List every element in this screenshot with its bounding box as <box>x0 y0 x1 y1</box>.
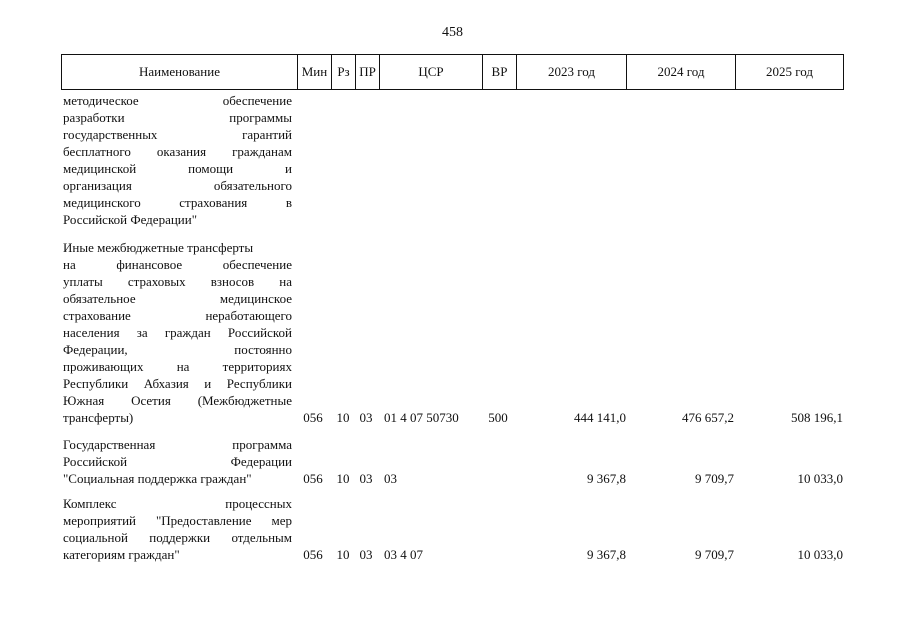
cell-2024: 9 709,7 <box>695 547 734 562</box>
cell-min: 056 <box>303 410 323 425</box>
name-line: Российской Федерации <box>63 454 292 469</box>
cell-2024: 9 709,7 <box>695 471 734 486</box>
cell-pr: 03 <box>359 547 373 562</box>
name-line: страхование неработающего <box>63 308 292 323</box>
cell-2025: 10 033,0 <box>797 547 843 562</box>
name-line: Южная Осетия (Межбюджетные <box>63 393 292 408</box>
name-line: социальной поддержки отдельным <box>63 530 292 545</box>
name-line: медицинского страхования в <box>63 195 292 210</box>
cell-2024: 476 657,2 <box>682 410 734 425</box>
name-line: Государственная программа <box>63 437 292 452</box>
header-2023: 2023 год <box>517 55 627 89</box>
cell-csr: 01 4 07 50730 <box>384 410 459 425</box>
header-rz: Рз <box>332 55 356 89</box>
name-line: проживающих на территориях <box>63 359 292 374</box>
header-name: Наименование <box>62 55 298 89</box>
name-line: медицинской помощи и <box>63 161 292 176</box>
name-line: "Социальная поддержка граждан" <box>63 471 252 486</box>
row-name <box>63 92 292 228</box>
name-line: государственных гарантий <box>63 127 292 142</box>
row-name <box>63 239 292 426</box>
name-line: Комплекс процессных <box>63 496 292 511</box>
header-pr: ПР <box>356 55 380 89</box>
header-2025: 2025 год <box>766 64 813 79</box>
cell-pr: 03 <box>359 471 373 486</box>
cell-2023: 444 141,0 <box>574 410 626 425</box>
name-line: Иные межбюджетные трансферты <box>63 240 254 255</box>
name-line: категориям граждан" <box>63 547 180 562</box>
name-line: мероприятий "Предоставление мер <box>63 513 292 528</box>
name-line: организация обязательного <box>63 178 292 193</box>
name-line: Республики Абхазия и Республики <box>63 376 292 391</box>
name-line: Российской Федерации" <box>63 212 198 227</box>
page-number: 458 <box>442 25 463 40</box>
name-line: уплаты страховых взносов на <box>63 274 292 289</box>
row-name <box>63 495 292 563</box>
cell-pr: 03 <box>359 410 373 425</box>
cell-2023: 9 367,8 <box>587 471 626 486</box>
name-line: бесплатного оказания гражданам <box>63 144 292 159</box>
name-line: населения за граждан Российской <box>63 325 292 340</box>
cell-csr: 03 4 07 <box>384 547 423 562</box>
cell-csr: 03 <box>384 471 397 486</box>
name-line: Федерации, постоянно <box>63 342 292 357</box>
header-2024: 2024 год <box>627 55 736 89</box>
name-line: обязательное медицинское <box>63 291 292 306</box>
name-line: методическое обеспечение <box>63 93 292 108</box>
cell-vr: 500 <box>488 410 508 425</box>
cell-rz: 10 <box>336 471 350 486</box>
cell-2025: 10 033,0 <box>797 471 843 486</box>
name-line: на финансовое обеспечение <box>63 257 292 272</box>
name-line: трансферты) <box>63 410 134 425</box>
header-csr: ЦСР <box>380 55 483 89</box>
cell-2025: 508 196,1 <box>791 410 843 425</box>
cell-min: 056 <box>303 471 323 486</box>
header-min: Мин <box>298 55 332 89</box>
cell-min: 056 <box>303 547 323 562</box>
cell-rz: 10 <box>336 410 350 425</box>
table-header <box>61 54 844 90</box>
row-name <box>63 436 292 487</box>
cell-rz: 10 <box>336 547 350 562</box>
name-line: разработки программы <box>63 110 292 125</box>
cell-2023: 9 367,8 <box>587 547 626 562</box>
header-vr: ВР <box>483 55 517 89</box>
